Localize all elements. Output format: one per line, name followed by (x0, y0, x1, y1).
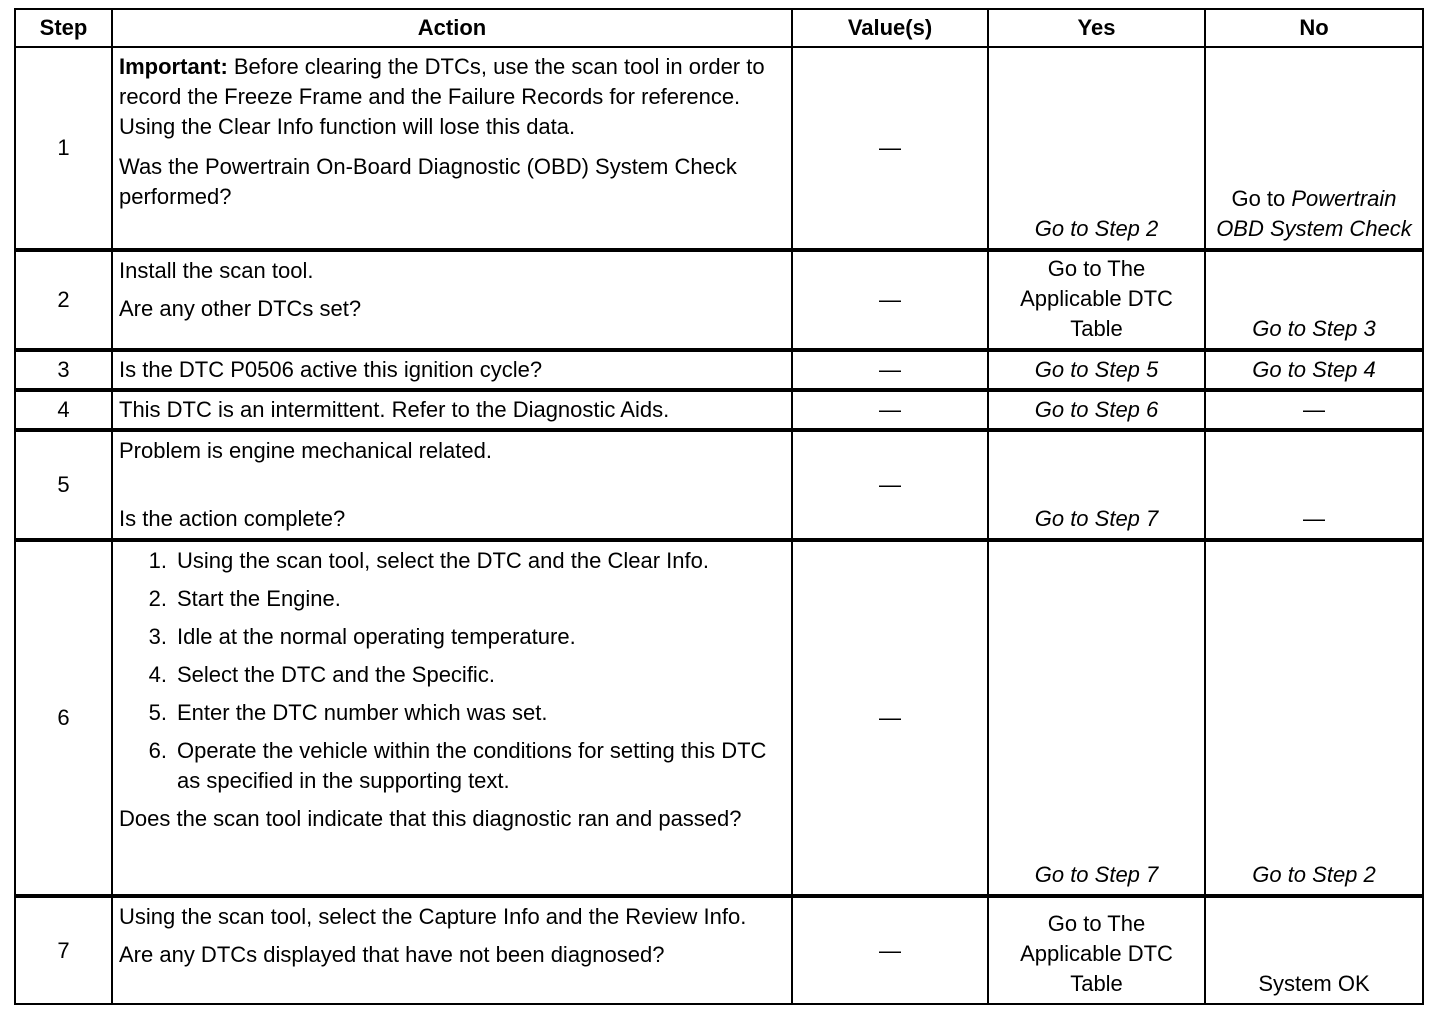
table-row-step-5 (15, 430, 1423, 540)
yes-link[interactable]: Go to The Applicable DTC Table (1020, 911, 1173, 996)
value-cell: — (792, 350, 988, 390)
no-link[interactable]: Go to Step 3 (1252, 316, 1376, 341)
step-number: 5 (15, 430, 112, 540)
value-cell: — (792, 250, 988, 350)
no-cell (1205, 350, 1423, 390)
yes-cell (988, 540, 1205, 896)
no-cell: — (1205, 430, 1423, 540)
no-link[interactable]: Powertrain OBD System Check (1216, 186, 1412, 241)
important-note (119, 52, 783, 142)
yes-cell (988, 250, 1205, 350)
table-row-step-6 (15, 540, 1423, 896)
procedure-step: 1. Using the scan tool, select the DTC and the Clear Info. (148, 548, 709, 573)
action-cell (112, 896, 792, 1004)
table-row-step-1 (15, 47, 1423, 250)
header-action: Action (112, 9, 792, 47)
header-row (15, 9, 1423, 47)
table-row-step-7 (15, 896, 1423, 1004)
action-cell (112, 350, 792, 390)
procedure-step: 5. Enter the DTC number which was set. (148, 700, 548, 725)
value-cell: — (792, 47, 988, 250)
action-question: This DTC is an intermittent. Refer to the Diagnostic Aids. (119, 397, 670, 422)
important-label: Important: (119, 54, 228, 79)
action-cell (112, 47, 792, 250)
no-link[interactable]: Go to Step 4 (1252, 357, 1376, 382)
header-step: Step (15, 9, 112, 47)
action-cell (112, 540, 792, 896)
yes-cell (988, 47, 1205, 250)
value-cell: — (792, 390, 988, 430)
no-prefix: Go to (1231, 186, 1292, 211)
action-question: Was the Powertrain On-Board Diagnostic (OBD) System Check performed? (119, 154, 737, 209)
no-cell (1205, 47, 1423, 250)
important-text: Before clearing the DTCs, use the scan tool in order to record the Freeze Frame and the Failure Records for reference. Using the Clear Info function will lose this data. (119, 54, 765, 139)
step-number: 4 (15, 390, 112, 430)
value-cell: — (792, 430, 988, 540)
action-question: Is the DTC P0506 active this ignition cycle? (119, 357, 543, 382)
no-cell (1205, 540, 1423, 896)
header-no: No (1205, 9, 1423, 47)
procedure-step: 2. Start the Engine. (148, 586, 341, 611)
table-row-step-4 (15, 390, 1423, 430)
yes-link[interactable]: Go to Step 7 (1034, 506, 1159, 531)
action-question: Does the scan tool indicate that this diagnostic ran and passed? (119, 806, 742, 831)
step-number: 3 (15, 350, 112, 390)
action-text: Problem is engine mechanical related. (119, 438, 492, 463)
yes-cell (988, 390, 1205, 430)
no-cell: System OK (1205, 896, 1423, 1004)
action-text: Using the scan tool, select the Capture Info and the Review Info. (119, 904, 747, 929)
yes-cell (988, 896, 1205, 1004)
procedure-step: 3. Idle at the normal operating temperature. (148, 624, 576, 649)
procedure-step: 4. Select the DTC and the Specific. (148, 662, 495, 687)
header-values: Value(s) (792, 9, 988, 47)
yes-link[interactable]: Go to Step 5 (1034, 357, 1159, 382)
action-question: Is the action complete? (119, 506, 346, 531)
yes-link[interactable]: Go to Step 7 (1034, 862, 1159, 887)
value-cell: — (792, 540, 988, 896)
step-number: 2 (15, 250, 112, 350)
action-cell (112, 430, 792, 540)
no-cell: — (1205, 390, 1423, 430)
action-question: Are any other DTCs set? (119, 296, 362, 321)
table-row-step-3 (15, 350, 1423, 390)
header-yes: Yes (988, 9, 1205, 47)
yes-link[interactable]: Go to Step 6 (1034, 397, 1159, 422)
yes-link[interactable]: Go to Step 2 (1034, 216, 1159, 241)
no-cell (1205, 250, 1423, 350)
yes-link[interactable]: Go to The Applicable DTC Table (1020, 256, 1173, 341)
yes-cell (988, 430, 1205, 540)
step-number: 6 (15, 540, 112, 896)
procedure-step: 6. Operate the vehicle within the conditions for setting this DTC as specified in the supporting text. (148, 738, 767, 793)
yes-cell (988, 350, 1205, 390)
action-text: Install the scan tool. (119, 258, 314, 283)
step-number: 1 (15, 47, 112, 250)
no-link[interactable]: Go to Step 2 (1252, 862, 1376, 887)
action-cell (112, 390, 792, 430)
procedure-list (119, 546, 783, 796)
diagnostic-table (14, 8, 1424, 1005)
action-question: Are any DTCs displayed that have not been diagnosed? (119, 942, 665, 967)
step-number: 7 (15, 896, 112, 1004)
value-cell: — (792, 896, 988, 1004)
action-cell (112, 250, 792, 350)
table-row-step-2 (15, 250, 1423, 350)
